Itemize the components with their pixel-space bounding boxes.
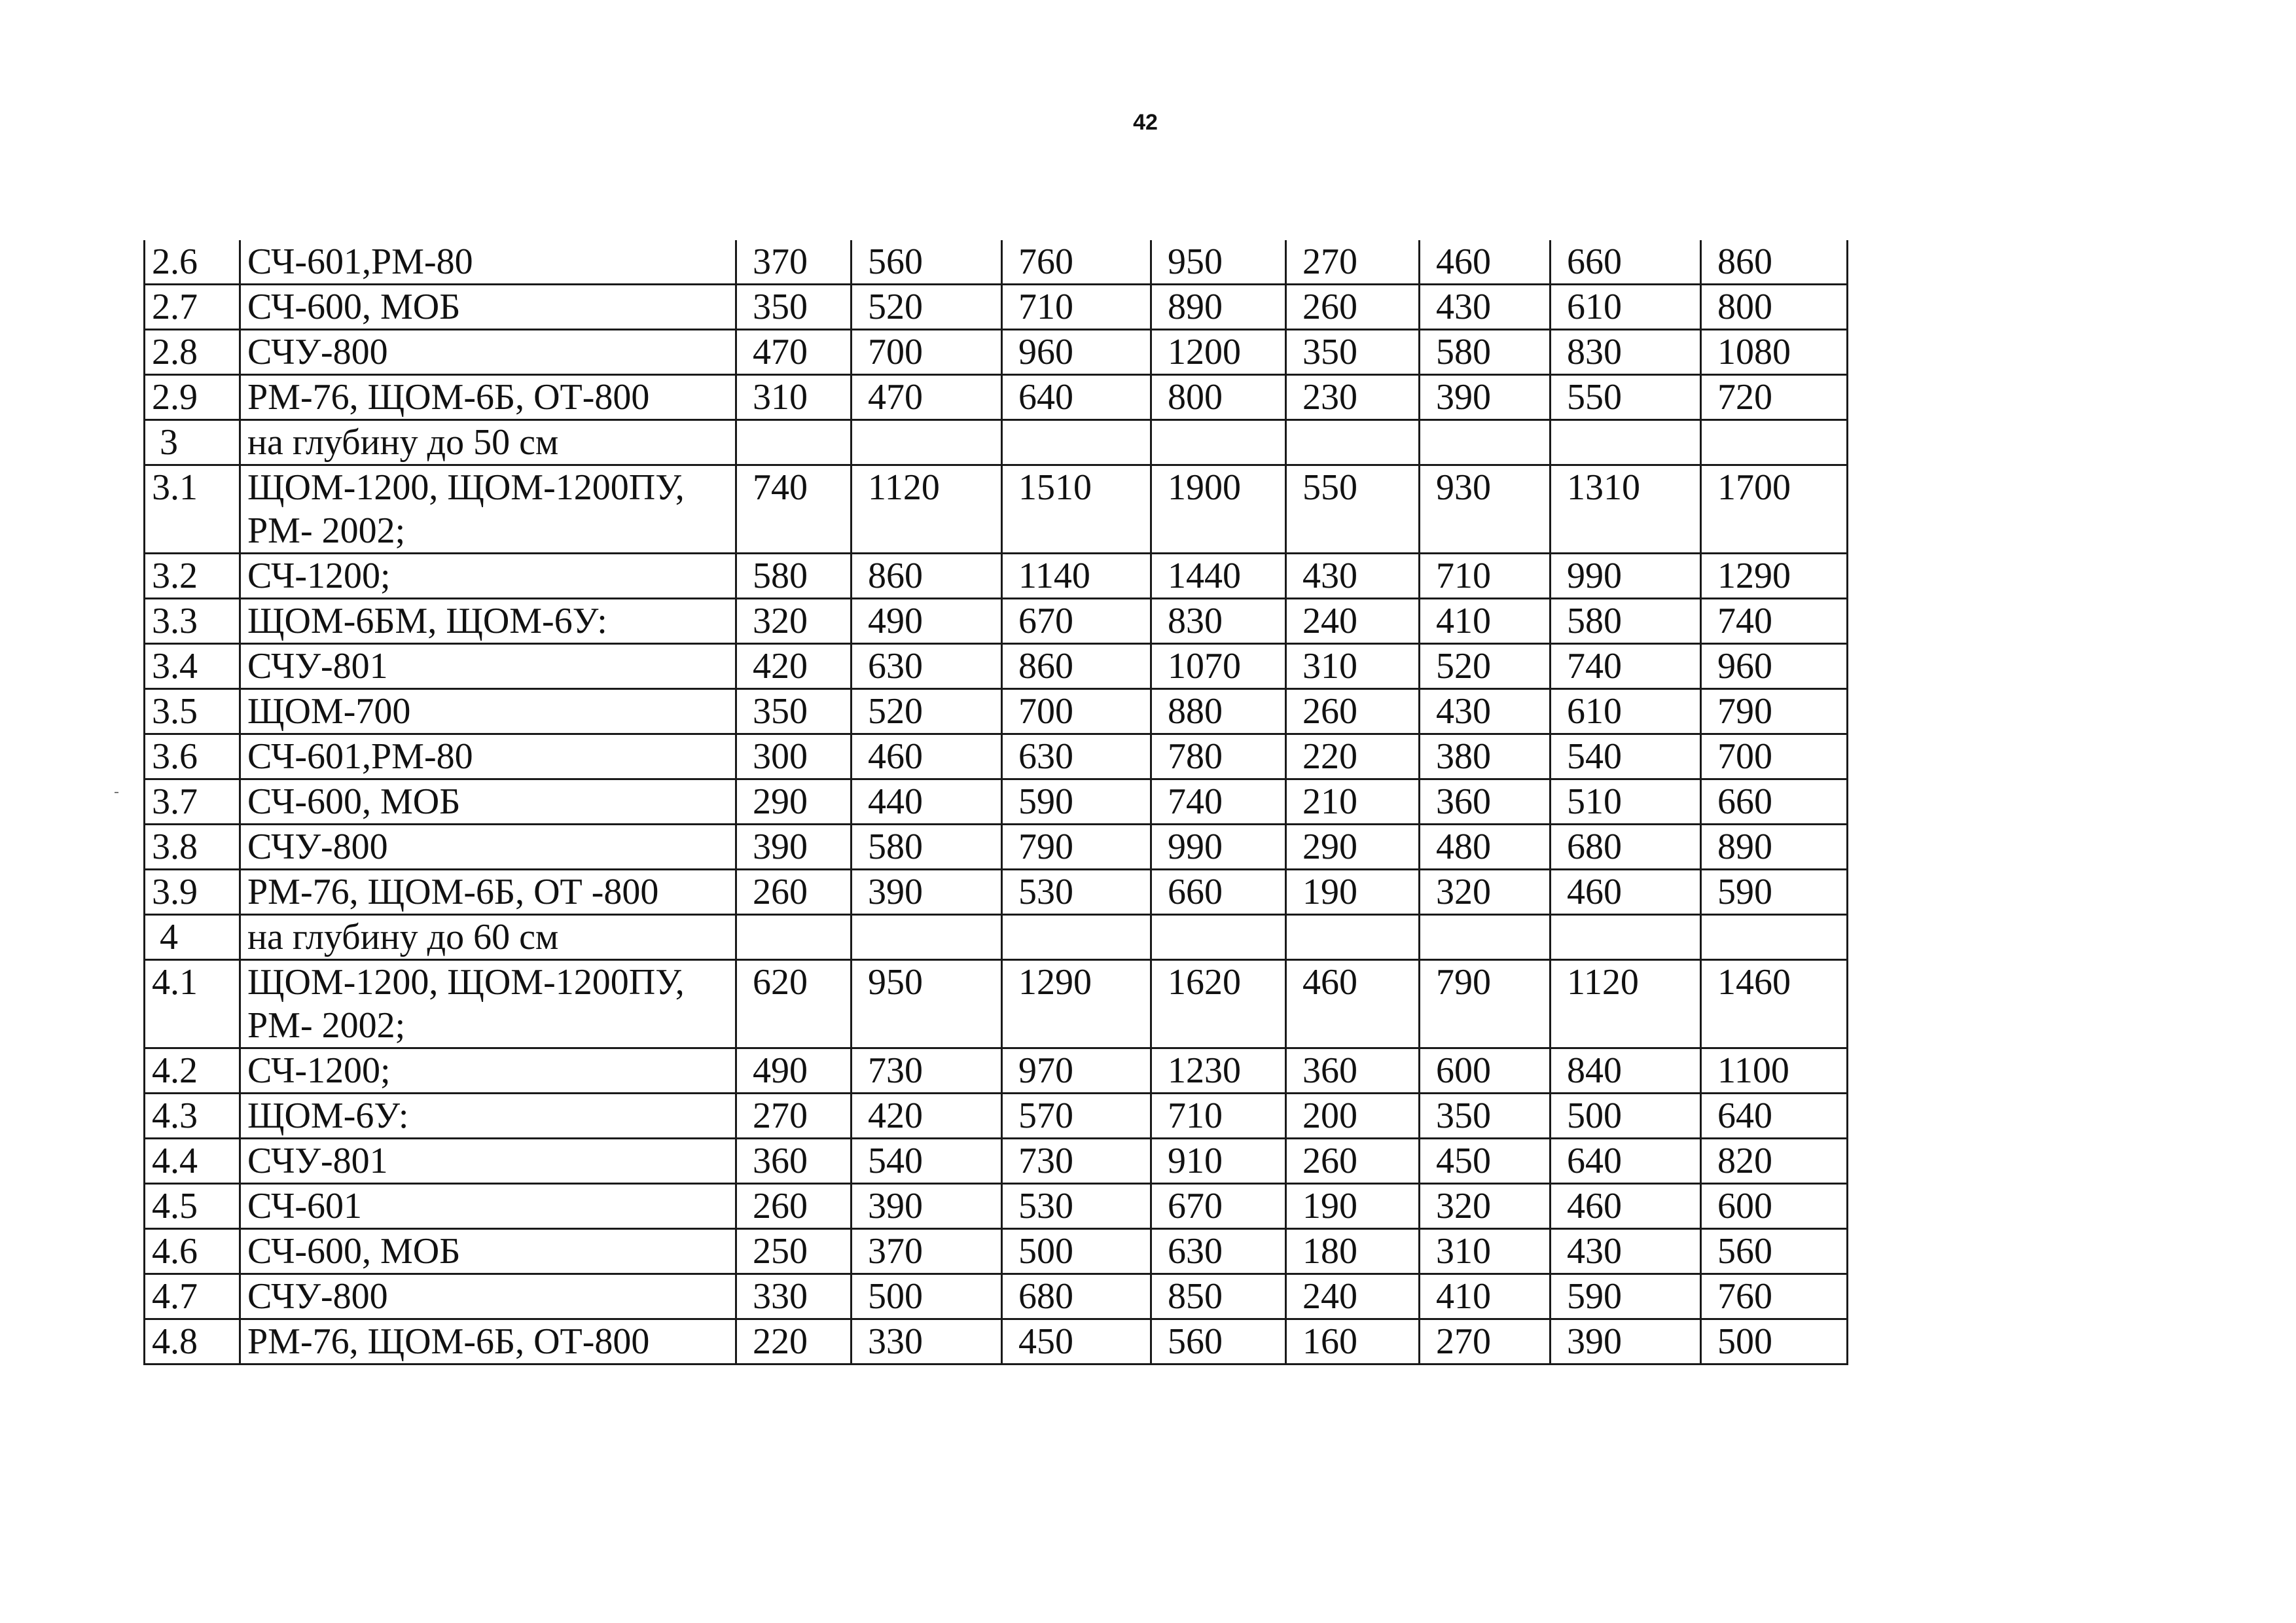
row-number: 4.1 (145, 960, 240, 1048)
table-body (145, 240, 1848, 1364)
value-cell: 420 (852, 1094, 1002, 1139)
value-cell (852, 915, 1002, 960)
table-row (145, 734, 1848, 779)
value-cell: 840 (1551, 1048, 1701, 1094)
value-cell: 630 (852, 644, 1002, 689)
table-row (145, 375, 1848, 420)
value-cell: 260 (736, 870, 852, 915)
value-cell: 660 (1701, 779, 1848, 825)
value-cell: 460 (852, 734, 1002, 779)
table-row (145, 825, 1848, 870)
value-cell: 360 (736, 1139, 852, 1184)
value-cell: 320 (1420, 1184, 1551, 1229)
value-cell: 290 (1286, 825, 1420, 870)
value-cell: 740 (1701, 599, 1848, 644)
value-cell: 860 (1002, 644, 1151, 689)
value-cell: 830 (1151, 599, 1286, 644)
value-cell: 390 (736, 825, 852, 870)
value-cell: 520 (1420, 644, 1551, 689)
table-row (145, 465, 1848, 554)
value-cell: 800 (1151, 375, 1286, 420)
machine-name: ЩОМ-6У: (240, 1094, 736, 1139)
value-cell: 740 (736, 465, 852, 554)
value-cell: 320 (736, 599, 852, 644)
value-cell (1420, 915, 1551, 960)
value-cell: 1510 (1002, 465, 1151, 554)
value-cell: 410 (1420, 1274, 1551, 1319)
value-cell: 1310 (1551, 465, 1701, 554)
value-cell (736, 420, 852, 465)
value-cell: 640 (1551, 1139, 1701, 1184)
value-cell: 730 (1002, 1139, 1151, 1184)
row-number: 4.7 (145, 1274, 240, 1319)
value-cell: 970 (1002, 1048, 1151, 1094)
value-cell: 460 (1286, 960, 1420, 1048)
row-number: 3.2 (145, 554, 240, 599)
value-cell: 220 (1286, 734, 1420, 779)
value-cell: 590 (1551, 1274, 1701, 1319)
value-cell: 460 (1420, 240, 1551, 285)
value-cell: 500 (1002, 1229, 1151, 1274)
value-cell (1151, 915, 1286, 960)
value-cell: 350 (736, 285, 852, 330)
table-row (145, 330, 1848, 375)
value-cell: 700 (1002, 689, 1151, 734)
value-cell: 460 (1551, 1184, 1701, 1229)
value-cell: 310 (1420, 1229, 1551, 1274)
value-cell: 630 (1002, 734, 1151, 779)
value-cell: 470 (852, 375, 1002, 420)
value-cell: 460 (1551, 870, 1701, 915)
table-row (145, 689, 1848, 734)
value-cell: 290 (736, 779, 852, 825)
value-cell: 1080 (1701, 330, 1848, 375)
value-cell: 720 (1701, 375, 1848, 420)
value-cell: 350 (736, 689, 852, 734)
value-cell: 790 (1701, 689, 1848, 734)
value-cell: 260 (1286, 285, 1420, 330)
value-cell: 390 (1551, 1319, 1701, 1364)
value-cell: 580 (1551, 599, 1701, 644)
value-cell: 390 (852, 1184, 1002, 1229)
value-cell: 350 (1286, 330, 1420, 375)
value-cell: 420 (736, 644, 852, 689)
row-number: 3.6 (145, 734, 240, 779)
value-cell: 430 (1286, 554, 1420, 599)
row-number: 4 (145, 915, 240, 960)
value-cell: 890 (1701, 825, 1848, 870)
value-cell: 1290 (1701, 554, 1848, 599)
value-cell: 500 (1701, 1319, 1848, 1364)
value-cell (1701, 915, 1848, 960)
value-cell: 330 (736, 1274, 852, 1319)
machine-name: СЧ-601,РМ-80 (240, 240, 736, 285)
value-cell: 850 (1151, 1274, 1286, 1319)
value-cell: 600 (1420, 1048, 1551, 1094)
row-number: 2.7 (145, 285, 240, 330)
row-number: 4.2 (145, 1048, 240, 1094)
value-cell: 1200 (1151, 330, 1286, 375)
value-cell: 890 (1151, 285, 1286, 330)
value-cell: 1620 (1151, 960, 1286, 1048)
value-cell: 710 (1151, 1094, 1286, 1139)
row-number: 2.9 (145, 375, 240, 420)
value-cell: 600 (1701, 1184, 1848, 1229)
value-cell: 860 (852, 554, 1002, 599)
table-row (145, 1319, 1848, 1364)
machine-name: РМ-76, ЩОМ-6Б, ОТ-800 (240, 1319, 736, 1364)
value-cell: 520 (852, 689, 1002, 734)
value-cell (1286, 915, 1420, 960)
value-cell: 500 (1551, 1094, 1701, 1139)
row-number: 4.3 (145, 1094, 240, 1139)
value-cell: 1230 (1151, 1048, 1286, 1094)
value-cell: 780 (1151, 734, 1286, 779)
table-row (145, 1274, 1848, 1319)
value-cell: 190 (1286, 870, 1420, 915)
table-row (145, 1048, 1848, 1094)
value-cell: 220 (736, 1319, 852, 1364)
value-cell: 760 (1002, 240, 1151, 285)
table-row (145, 1184, 1848, 1229)
value-cell: 580 (852, 825, 1002, 870)
value-cell: 490 (736, 1048, 852, 1094)
machine-name: ЩОМ-6БМ, ЩОМ-6У: (240, 599, 736, 644)
value-cell: 530 (1002, 870, 1151, 915)
value-cell: 450 (1420, 1139, 1551, 1184)
value-cell: 580 (1420, 330, 1551, 375)
row-number: 3.1 (145, 465, 240, 554)
table-row (145, 240, 1848, 285)
machine-name: СЧУ-801 (240, 1139, 736, 1184)
value-cell: 700 (1701, 734, 1848, 779)
value-cell: 640 (1002, 375, 1151, 420)
value-cell: 560 (1151, 1319, 1286, 1364)
value-cell (736, 915, 852, 960)
machine-name: СЧ-1200; (240, 1048, 736, 1094)
value-cell: 430 (1420, 689, 1551, 734)
value-cell: 680 (1002, 1274, 1151, 1319)
value-cell: 370 (736, 240, 852, 285)
value-cell: 710 (1420, 554, 1551, 599)
value-cell: 680 (1551, 825, 1701, 870)
value-cell: 800 (1701, 285, 1848, 330)
value-cell: 250 (736, 1229, 852, 1274)
norms-table (143, 240, 1848, 1365)
table-row (145, 779, 1848, 825)
value-cell: 1120 (1551, 960, 1701, 1048)
value-cell: 450 (1002, 1319, 1151, 1364)
value-cell: 490 (852, 599, 1002, 644)
value-cell (852, 420, 1002, 465)
value-cell: 440 (852, 779, 1002, 825)
value-cell: 470 (736, 330, 852, 375)
table-row (145, 1139, 1848, 1184)
value-cell: 550 (1286, 465, 1420, 554)
value-cell: 710 (1002, 285, 1151, 330)
value-cell: 410 (1420, 599, 1551, 644)
row-number: 3.4 (145, 644, 240, 689)
value-cell: 610 (1551, 285, 1701, 330)
value-cell: 370 (852, 1229, 1002, 1274)
value-cell: 480 (1420, 825, 1551, 870)
value-cell: 1290 (1002, 960, 1151, 1048)
value-cell: 270 (1286, 240, 1420, 285)
value-cell: 740 (1551, 644, 1701, 689)
value-cell: 210 (1286, 779, 1420, 825)
machine-name: на глубину до 50 см (240, 420, 736, 465)
row-number: 2.6 (145, 240, 240, 285)
machine-name: ЩОМ-1200, ЩОМ-1200ПУ, РМ- 2002; (240, 960, 736, 1048)
value-cell: 1460 (1701, 960, 1848, 1048)
machine-name: СЧ-1200; (240, 554, 736, 599)
value-cell: 310 (736, 375, 852, 420)
section-row (145, 915, 1848, 960)
value-cell: 790 (1002, 825, 1151, 870)
value-cell: 960 (1002, 330, 1151, 375)
table-row (145, 285, 1848, 330)
value-cell: 430 (1551, 1229, 1701, 1274)
row-number: 4.6 (145, 1229, 240, 1274)
row-number: 4.5 (145, 1184, 240, 1229)
machine-name: СЧ-601,РМ-80 (240, 734, 736, 779)
value-cell: 200 (1286, 1094, 1420, 1139)
machine-name: СЧУ-801 (240, 644, 736, 689)
machine-name: СЧУ-800 (240, 825, 736, 870)
value-cell: 1440 (1151, 554, 1286, 599)
value-cell: 950 (1151, 240, 1286, 285)
machine-name: ЩОМ-1200, ЩОМ-1200ПУ, РМ- 2002; (240, 465, 736, 554)
value-cell: 1900 (1151, 465, 1286, 554)
value-cell: 350 (1420, 1094, 1551, 1139)
value-cell: 990 (1551, 554, 1701, 599)
value-cell: 260 (1286, 1139, 1420, 1184)
row-number: 3 (145, 420, 240, 465)
value-cell: 670 (1002, 599, 1151, 644)
table-row (145, 870, 1848, 915)
value-cell: 740 (1151, 779, 1286, 825)
value-cell: 260 (736, 1184, 852, 1229)
row-number: 3.7 (145, 779, 240, 825)
row-number: 3.5 (145, 689, 240, 734)
value-cell: 570 (1002, 1094, 1151, 1139)
value-cell: 1140 (1002, 554, 1151, 599)
value-cell: 730 (852, 1048, 1002, 1094)
value-cell: 500 (852, 1274, 1002, 1319)
value-cell: 560 (1701, 1229, 1848, 1274)
row-number: 3.3 (145, 599, 240, 644)
table-row (145, 1229, 1848, 1274)
value-cell: 270 (1420, 1319, 1551, 1364)
value-cell: 520 (852, 285, 1002, 330)
value-cell (1551, 420, 1701, 465)
value-cell: 830 (1551, 330, 1701, 375)
value-cell: 360 (1420, 779, 1551, 825)
value-cell: 330 (852, 1319, 1002, 1364)
value-cell: 880 (1151, 689, 1286, 734)
row-number: 4.4 (145, 1139, 240, 1184)
value-cell: 1700 (1701, 465, 1848, 554)
machine-name: СЧ-600, МОБ (240, 285, 736, 330)
value-cell: 990 (1151, 825, 1286, 870)
value-cell: 240 (1286, 1274, 1420, 1319)
value-cell: 390 (1420, 375, 1551, 420)
table-row (145, 1094, 1848, 1139)
value-cell: 550 (1551, 375, 1701, 420)
machine-name: ЩОМ-700 (240, 689, 736, 734)
machine-name: СЧ-600, МОБ (240, 779, 736, 825)
value-cell: 640 (1701, 1094, 1848, 1139)
value-cell: 580 (736, 554, 852, 599)
machine-name: СЧ-601 (240, 1184, 736, 1229)
row-number: 2.8 (145, 330, 240, 375)
value-cell: 660 (1151, 870, 1286, 915)
value-cell: 540 (1551, 734, 1701, 779)
machine-name: РМ-76, ЩОМ-6Б, ОТ-800 (240, 375, 736, 420)
value-cell: 560 (852, 240, 1002, 285)
row-number: 4.8 (145, 1319, 240, 1364)
section-row (145, 420, 1848, 465)
row-number: 3.9 (145, 870, 240, 915)
machine-name: СЧУ-800 (240, 1274, 736, 1319)
value-cell (1002, 915, 1151, 960)
table-row (145, 960, 1848, 1048)
value-cell: 620 (736, 960, 852, 1048)
value-cell: 590 (1002, 779, 1151, 825)
machine-name: СЧУ-800 (240, 330, 736, 375)
value-cell: 660 (1551, 240, 1701, 285)
value-cell: 670 (1151, 1184, 1286, 1229)
value-cell: 160 (1286, 1319, 1420, 1364)
value-cell (1286, 420, 1420, 465)
value-cell (1002, 420, 1151, 465)
value-cell: 860 (1701, 240, 1848, 285)
value-cell: 240 (1286, 599, 1420, 644)
value-cell: 790 (1420, 960, 1551, 1048)
value-cell: 430 (1420, 285, 1551, 330)
value-cell: 320 (1420, 870, 1551, 915)
machine-name: РМ-76, ЩОМ-6Б, ОТ -800 (240, 870, 736, 915)
value-cell: 270 (736, 1094, 852, 1139)
value-cell: 1120 (852, 465, 1002, 554)
value-cell: 960 (1701, 644, 1848, 689)
value-cell (1701, 420, 1848, 465)
scan-mark (115, 792, 118, 793)
table-row (145, 554, 1848, 599)
page-number: 42 (1133, 110, 1158, 135)
value-cell: 190 (1286, 1184, 1420, 1229)
value-cell: 380 (1420, 734, 1551, 779)
machine-name: на глубину до 60 см (240, 915, 736, 960)
value-cell: 820 (1701, 1139, 1848, 1184)
row-number: 3.8 (145, 825, 240, 870)
value-cell: 260 (1286, 689, 1420, 734)
value-cell: 1100 (1701, 1048, 1848, 1094)
value-cell: 540 (852, 1139, 1002, 1184)
value-cell: 1070 (1151, 644, 1286, 689)
value-cell: 310 (1286, 644, 1420, 689)
table-row (145, 599, 1848, 644)
value-cell: 910 (1151, 1139, 1286, 1184)
machine-name: СЧ-600, МОБ (240, 1229, 736, 1274)
value-cell: 510 (1551, 779, 1701, 825)
value-cell (1420, 420, 1551, 465)
value-cell: 360 (1286, 1048, 1420, 1094)
value-cell: 630 (1151, 1229, 1286, 1274)
value-cell: 590 (1701, 870, 1848, 915)
value-cell: 180 (1286, 1229, 1420, 1274)
value-cell: 300 (736, 734, 852, 779)
value-cell (1151, 420, 1286, 465)
value-cell: 530 (1002, 1184, 1151, 1229)
table-row (145, 644, 1848, 689)
value-cell: 700 (852, 330, 1002, 375)
value-cell: 950 (852, 960, 1002, 1048)
value-cell: 760 (1701, 1274, 1848, 1319)
value-cell: 930 (1420, 465, 1551, 554)
value-cell: 390 (852, 870, 1002, 915)
value-cell: 230 (1286, 375, 1420, 420)
value-cell: 610 (1551, 689, 1701, 734)
value-cell (1551, 915, 1701, 960)
